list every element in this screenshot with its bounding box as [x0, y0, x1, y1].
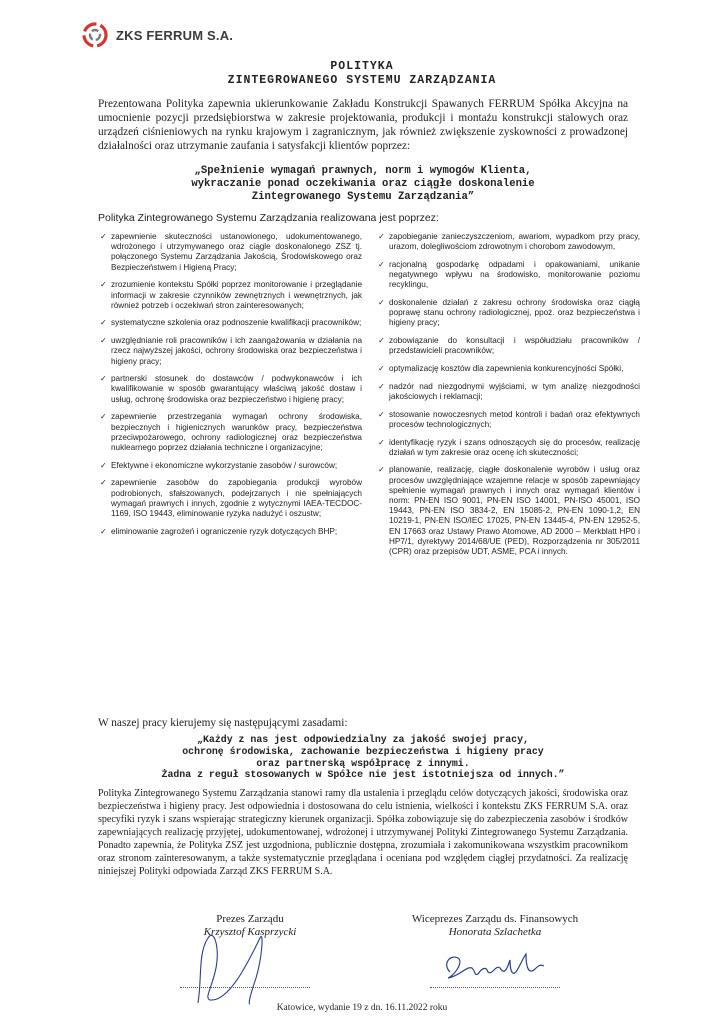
- list-item-text: zapewnienie skuteczności ustanowionego, udokumentowanego, wdrożonego i utrzymywanego oraz ciągle doskonalonego ZSZ tj. połączonego Systemu Zarządzania Jakością, Środowiskowego oraz Bezpieczeństwem i Higieną Pracy;: [111, 232, 362, 272]
- signature-role: Wiceprezes Zarządu ds. Finansowych: [411, 913, 579, 925]
- checkmark-icon: ✓: [378, 336, 385, 346]
- list-item-text: zapewnienie zasobów do zapobiegania produkcji wyrobów podrobionych, sfałszowanych, podejrzanych i nie spełniających wymagań prawnych i innych, zgodnie z wytycznymi IAEA-TECDOC-1169, ISO 19443, eliminowanie ryzyka nadużyć i oszustw;: [111, 478, 362, 518]
- list-item: [378, 260, 640, 291]
- principles-lead: W naszej pracy kierujemy się następującymi zasadami:: [98, 717, 348, 729]
- checkmark-icon: ✓: [100, 478, 107, 488]
- motto-line: „Spełnienie wymagań prawnych, norm i wymogów Klienta,: [194, 165, 532, 177]
- list-item: [378, 382, 640, 402]
- principles-line: „Każdy z nas jest odpowiedzialny za jakość swojej pracy,: [197, 734, 529, 745]
- signature-role: Prezes Zarządu: [216, 913, 284, 925]
- signature-name: Honorata Szlachetka: [448, 926, 542, 938]
- policy-list-right: [378, 232, 640, 565]
- list-item-text: partnerski stosunek do dostawców / podwykonawców i ich kwalifikowanie w sposób gwarantujący właściwą jakość dostaw i usług, ochronę środowiska oraz bezpieczeństwo i higienę pracy;: [111, 374, 362, 404]
- list-item: [100, 527, 362, 537]
- motto: [98, 165, 628, 204]
- checkmark-icon: ✓: [378, 437, 385, 447]
- list-item: [378, 410, 640, 430]
- list-item: [100, 374, 362, 405]
- principles-line: ochronę środowiska, zachowanie bezpieczeństwa i higieny pracy: [182, 745, 544, 757]
- list-item: [100, 478, 362, 519]
- closing-paragraph: Polityka Zintegrowanego Systemu Zarządzania stanowi ramy dla ustalenia i przeglądu celów dotyczących jakości, środowiska oraz bezpieczeństwa i higieny pracy. Jest odpowiednia i dostosowana do celu istnienia, wielkości i kontekstu ZKS FERRUM S.A. oraz specyfiki ryzyk i szans wspierając strategiczny kierunek organizacji. Spółka zobowiązuje się do zabezpieczenia zasobów i środków zapewniających realizację przyjętej, udokumentowanej, wdrożonej i utrzymywanej Polityki Zintegrowanego Systemu Zarządzania. Ponadto zapewnia, że Polityka ZSZ jest uzgodniona, publicznie dostępna, zrozumiała i zakomunikowana wszystkim pracownikom oraz stronom zainteresowanym, a także systematycznie przeglądana i oceniana pod względem ciągłej przydatności. Za realizację niniejszej Polityki odpowiada Zarząd ZKS FERRUM S.A.: [98, 788, 628, 877]
- title-line: ZINTEGROWANEGO SYSTEMU ZARZĄDZANIA: [227, 74, 497, 87]
- checkmark-icon: ✓: [100, 526, 107, 536]
- list-item: [378, 298, 640, 329]
- list-item-text: planowanie, realizację, ciągłe doskonalenie wyrobów i usług oraz procesów uwzględniające wzajemne relacje w sposób zapewniający spełnienie wymagań prawnych i innych oraz wymagań klientów i norm: PN-EN ISO 9001, PN-EN ISO 14001, PN-ISO 45001, ISO 19443, PN-EN ISO 3834-2, EN 15085-2, PN-EN 1090-1,2, EN 10219-1, PN-EN ISO/IEC 17025, PN-EN 13445-4, PN-EN 12952-5, EN 17663 oraz Ustawy Prawo Atomowe, AD 2000 – Merkblatt HP0 i HP7/1, dyrektywy 2014/68/UE (PED), Rozporządzenia nr 305/2011 (CPR) oraz przepisów UDT, ASME, PCA i innych.: [389, 465, 640, 557]
- list-item-text: Efektywne i ekonomiczne wykorzystanie zasobów / surowców;: [111, 460, 338, 470]
- signature-scribble-vice-president: [440, 950, 550, 985]
- list-item: [100, 461, 362, 471]
- list-item-text: zapewnienie przestrzegania wymagań ochrony środowiska, bezpiecznych i higienicznych warunków pracy, bezpieczeństwa przeciwpożarowego, ochrony radiologicznej oraz bezpieczeństwa nuklearnego poprzez działania techniczne i organizacyjne;: [111, 412, 362, 452]
- principles-line: oraz partnerską współpracę z innymi.: [256, 757, 470, 769]
- checkmark-icon: ✓: [378, 409, 385, 419]
- ferrum-logo-icon: [80, 20, 110, 50]
- list-item-text: stosowanie nowoczesnych metod kontroli i badań oraz efektywnych procesów technologicznych;: [389, 409, 640, 429]
- list-item-text: uwzględnianie roli pracowników i ich zaangażowania w działania na rzecz najwyższej jakości, ochrony środowiska oraz bezpieczeństwa i higieny pracy;: [111, 336, 362, 366]
- footer-edition: Katowice, wydanie 19 z dn. 16.11.2022 roku: [276, 1003, 448, 1013]
- list-item-text: eliminowanie zagrożeń i ograniczenie ryzyk dotyczących BHP;: [111, 526, 338, 536]
- list-item: [378, 336, 640, 356]
- company-logo: [80, 20, 233, 50]
- intro-paragraph: Prezentowana Polityka zapewnia ukierunkowanie Zakładu Konstrukcji Spawanych FERRUM Spółka Akcyjna na umocnienie pozycji przedsiębiorstwa w zakresie projektowania, produkcji i montażu konstrukcji stalowych oraz urządzeń ciśnieniowych na rynku krajowym i zagranicznym, jak również zwiększenie zyskowności z prowadzonej działalności oraz utrzymanie zaufania i satysfakcji klientów poprzez:: [98, 98, 628, 152]
- signature-line: [180, 987, 310, 988]
- list-item-text: systematyczne szkolenia oraz podnoszenie kwalifikacji pracowników;: [111, 318, 362, 328]
- list-item: [378, 465, 640, 557]
- list-item-text: optymalizację kosztów dla zapewnienia konkurencyjności Spółki,: [389, 364, 624, 374]
- signature-block-vice-president: [385, 913, 605, 939]
- principles: [98, 734, 628, 781]
- list-item-text: zapobieganie zanieczyszczeniom, awariom, wypadkom przy pracy, urazom, dolegliwościom zdrowotnym i chorobom zawodowym,: [389, 232, 640, 252]
- checkmark-icon: ✓: [378, 364, 385, 374]
- checkmark-icon: ✓: [378, 259, 385, 269]
- checkmark-icon: ✓: [100, 232, 107, 241]
- checkmark-icon: ✓: [100, 412, 107, 422]
- list-item-text: doskonalenie działań z zakresu ochrony środowiska oraz ciągłą poprawę stanu ochrony radiologicznej, ppoż. oraz bezpieczeństwa i higieny pracy;: [389, 298, 640, 328]
- checkmark-icon: ✓: [100, 280, 107, 290]
- list-item: [100, 412, 362, 453]
- checkmark-icon: ✓: [100, 318, 107, 328]
- list-item: [378, 438, 640, 458]
- motto-line: Zintegrowanego Systemu Zarządzania”: [251, 191, 475, 203]
- checkmark-icon: ✓: [100, 460, 107, 470]
- checkmark-icon: ✓: [100, 374, 107, 384]
- list-item-text: zobowiązanie do konsultacji i współudziału pracowników / przedstawicieli pracowników;: [389, 336, 640, 356]
- list-item-text: nadzór nad niezgodnymi wyjściami, w tym analizę niezgodności jakościowych i reklamacji;: [389, 381, 640, 401]
- principles-line: Żadna z reguł stosowanych w Spółce nie jest istotniejsza od innych.”: [161, 769, 565, 781]
- checkmark-icon: ✓: [378, 232, 385, 241]
- checkmark-icon: ✓: [378, 381, 385, 391]
- list-item: [100, 280, 362, 311]
- checkmark-icon: ✓: [378, 465, 385, 475]
- title-line: POLITYKA: [330, 60, 394, 73]
- signature-line: [430, 987, 560, 988]
- motto-line: wykraczanie ponad oczekiwania oraz ciągłe doskonalenie: [191, 178, 535, 190]
- list-item: [378, 364, 640, 374]
- signature-name: Krzysztof Kasprzycki: [203, 926, 297, 938]
- list-item: [378, 232, 640, 252]
- list-item-text: racjonalną gospodarkę odpadami i opakowaniami, unikanie negatywnego wpływu na środowisko, monitorowanie poziomu recyklingu,: [389, 259, 640, 290]
- logo-text: ZKS FERRUM S.A.: [116, 27, 234, 43]
- list-item: [100, 336, 362, 367]
- checkmark-icon: ✓: [100, 336, 107, 346]
- checkmark-icon: ✓: [378, 298, 385, 308]
- list-item-text: identyfikację ryzyk i szans odnoszących się do procesów, realizację działań w tym zakresie oraz ocenę ich skuteczności;: [389, 437, 640, 457]
- document-title: [0, 60, 724, 88]
- list-item: [100, 318, 362, 328]
- policy-list-left: [100, 232, 362, 544]
- list-item-text: zrozumienie kontekstu Spółki poprzez monitorowanie i przeglądanie informacji w zakresie czynników zewnętrznych i wewnętrznych, jak również potrzeb i oczekiwań stron zainteresowanych;: [111, 280, 362, 310]
- list-lead: Polityka Zintegrowanego Systemu Zarządzania realizowana jest poprzez:: [98, 212, 439, 224]
- list-item: [100, 232, 362, 273]
- signature-scribble-president: [190, 918, 300, 1008]
